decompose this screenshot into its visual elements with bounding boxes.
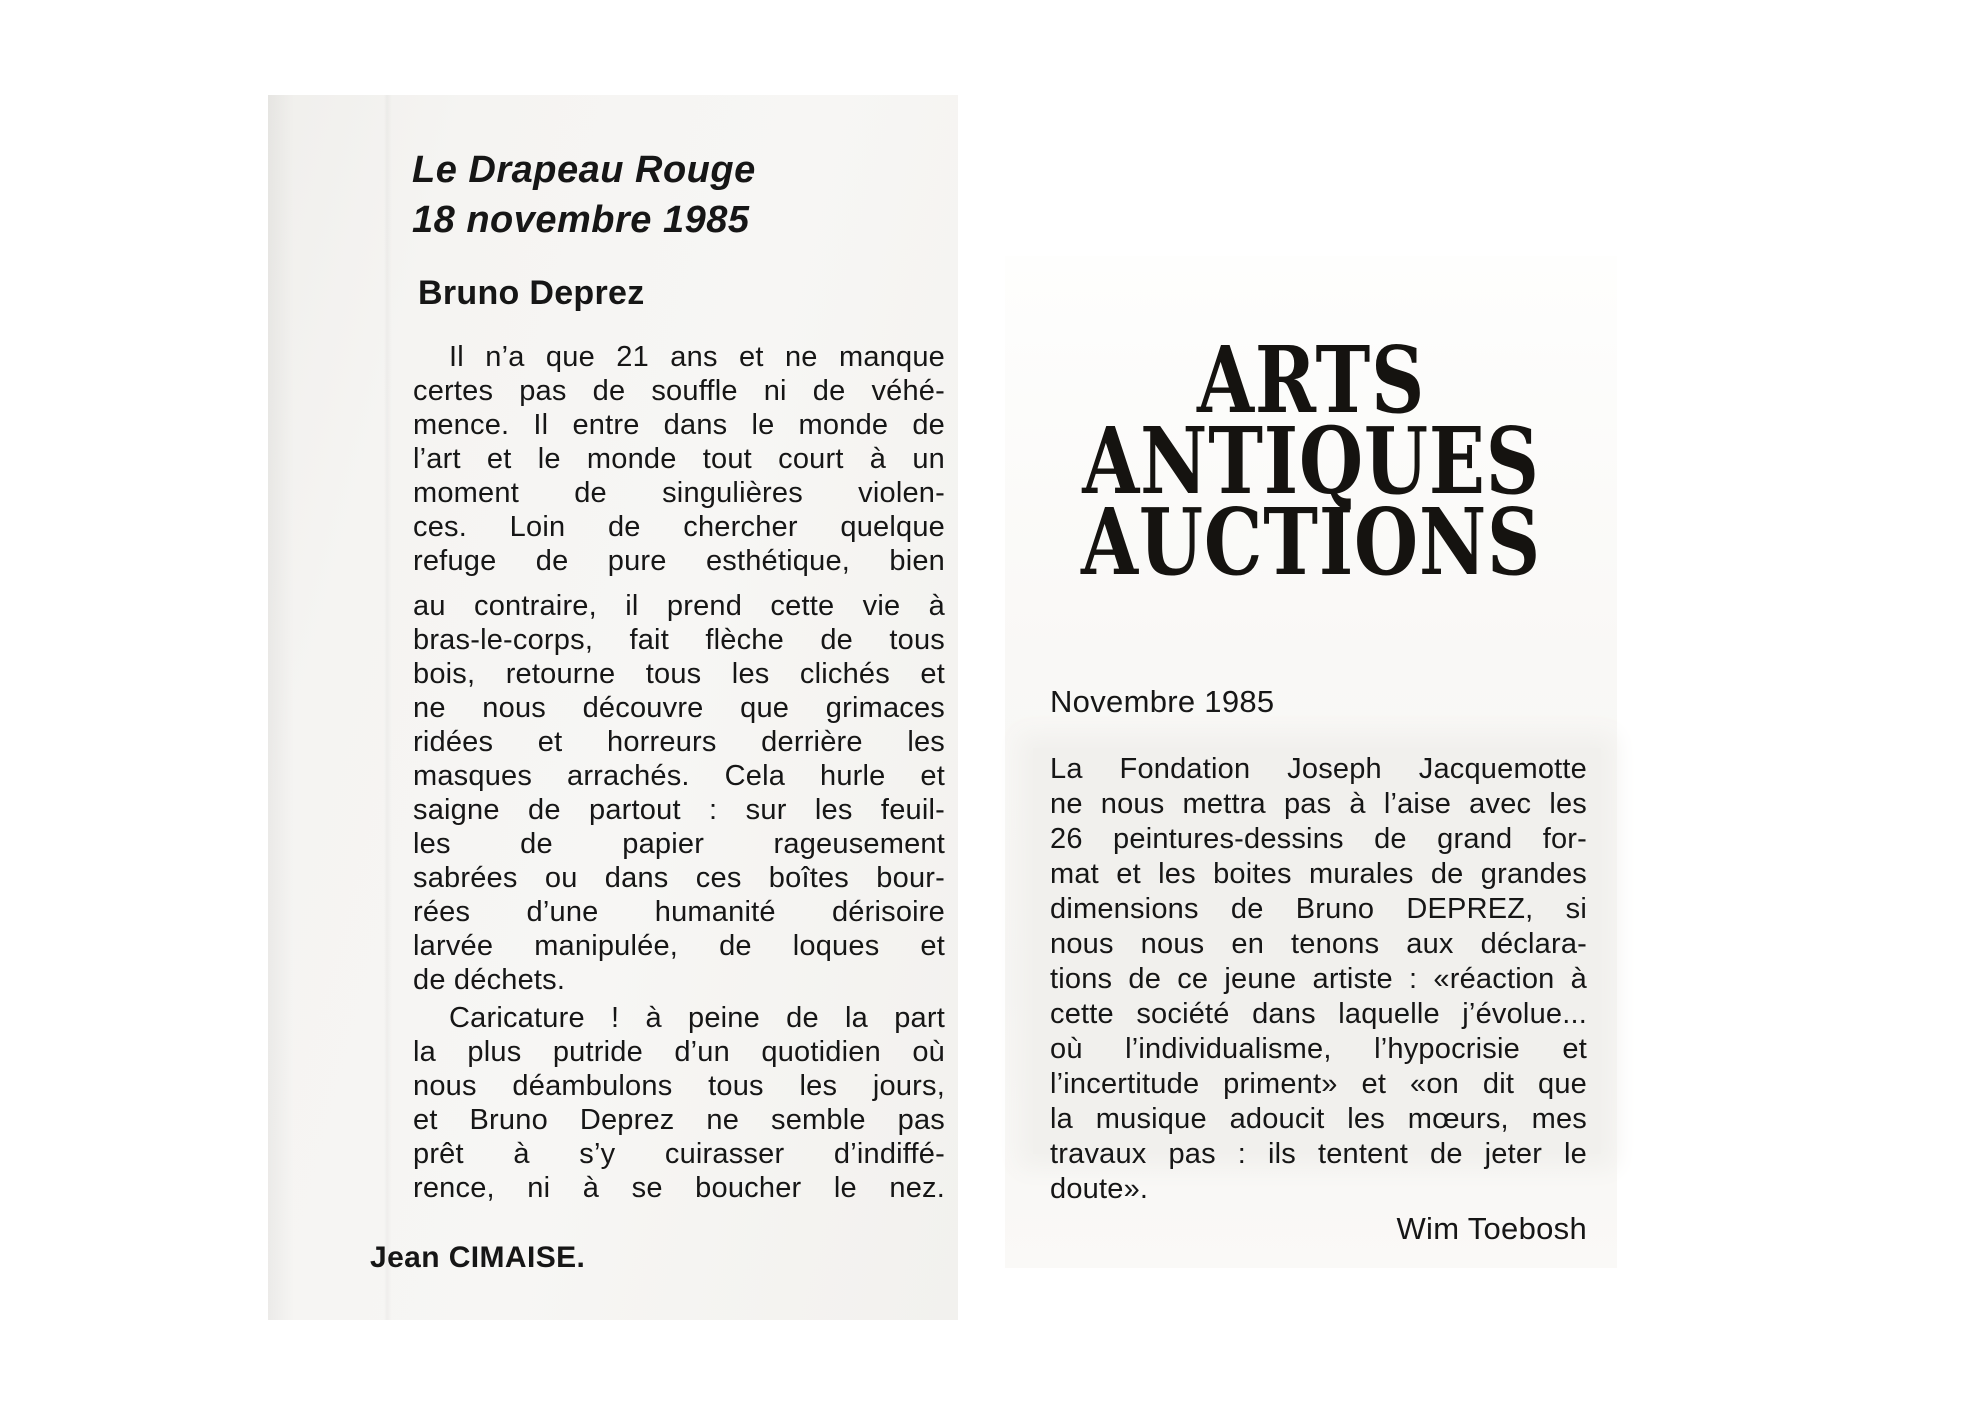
magazine-logo [1005,326,1617,596]
logo-line-antiques: ANTIQUES [1082,407,1540,515]
author-signature: Jean CIMAISE. [370,1241,586,1274]
article-paragraph-2: Caricature ! à peine de la part la plus putride d’un quotidien où nous déambulons tous les jours, et Bruno Deprez ne semble pas prêt à s’y cuirasser d’indiffé- rence, ni à se boucher le nez. [413,1002,945,1204]
logo-line-arts: ARTS [1196,326,1426,434]
logo-line-auctions: AUCTIONS [1080,488,1541,596]
clipping-le-drapeau-rouge [268,95,958,1320]
review-paragraph: La Fondation Joseph Jacquemotte ne nous mettra pas à l’aise avec les 26 peintures-dessins de grand for- mat et les boites murales de grandes dimensions de Bruno DEPREZ, si nous nous en tenons aux déclara- tions de ce jeune artiste : «réaction à cette société dans laquelle j’évolue... où l’individualisme, l’hypocrisie et l’incertitude priment» et «on dit que la musique adoucit les mœurs, mes travaux pas : ils tentent de jeter le doute». [1050,753,1587,1205]
publication-header [412,145,756,245]
issue-date: Novembre 1985 [1050,684,1275,719]
reviewer-signature: Wim Toebosh [1396,1211,1587,1246]
article-headline: Bruno Deprez [418,274,645,312]
clipping-arts-antiques-auctions [1005,256,1617,1268]
publication-date: 18 novembre 1985 [412,199,750,241]
article-paragraph-1: Il n’a que 21 ans et ne manque certes pas de souffle ni de véhé- mence. Il entre dans le monde de l’art et le monde tout court à un moment de singulières violen- ces. Loin de chercher quelque refuge de pure esthétique, bien au contraire, il prend cette vie à bras-le-corps, fait flèche de tous bois, retourne tous les clichés et ne nous découvre que grimaces ridées et horreurs derrière les masques arrachés. Cela hurle et saigne de partout : sur les feuil- les de papier rageusement sabrées ou dans ces boîtes bour- rées d’une humanité dérisoire larvée manipulée, de loques et de déchets. [413,341,945,996]
publication-title: Le Drapeau Rouge [412,149,756,191]
article-body [413,340,945,1216]
